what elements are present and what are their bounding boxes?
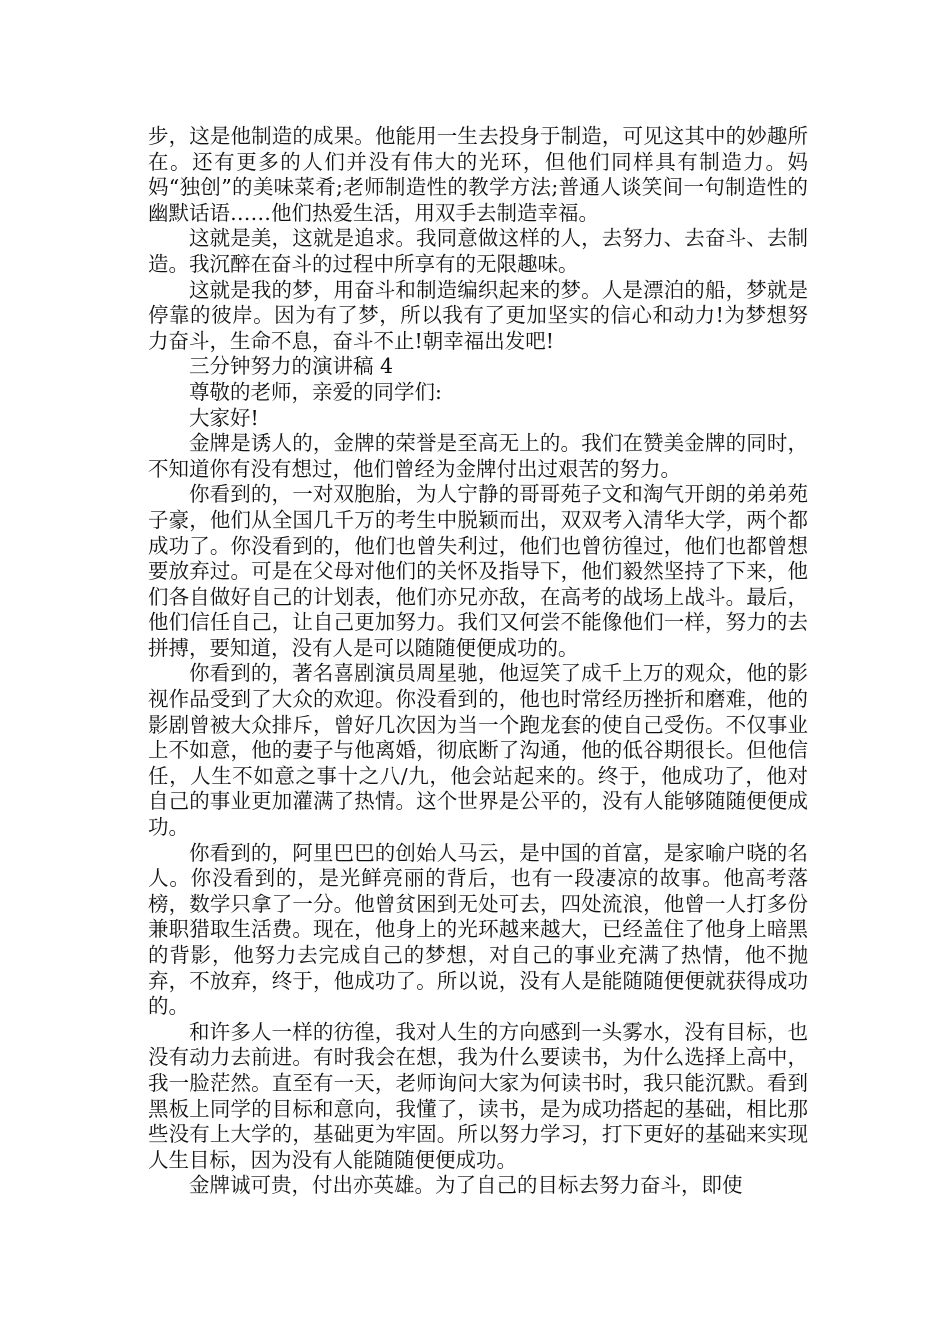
paragraph: 和许多人一样的彷徨，我对人生的方向感到一头雾水，没有目标，也没有动力去前进。有时我会在想，我为什么要读书，为什么选择上高中，我一脸茫然。直至有一天，老师询问大家为何读书时，我只能沉默。看到黑板上同学的目标和意向，我懂了，读书，是为成功搭起的基础，相比那些没有上大学的，基础更为牢固。所以努力学习，打下更好的基础来实现人生目标，因为没有人能随随便便成功。 <box>148 1019 808 1172</box>
section-heading: 三分钟努力的演讲稿 4 <box>189 354 394 379</box>
paragraph: 金牌诚可贵，付出亦英雄。为了自己的目标去努力奋斗，即使 <box>189 1173 743 1198</box>
paragraph: 你看到的，阿里巴巴的创始人马云，是中国的首富，是家喻户晓的名人。你没看到的，是光鲜亮丽的背后，也有一段凄凉的故事。他高考落榜，数学只拿了一分。他曾贫困到无处可去，四处流浪，他曾一人打多份兼职猎取生活费。现在，他身上的光环越来越大，已经盖住了他身上暗黑的背影，他努力去完成自己的梦想，对自己的事业充满了热情，他不抛弃，不放弃，终于，他成功了。所以说，没有人是能随随便便就获得成功的。 <box>148 840 808 1019</box>
paragraph: 步，这是他制造的成果。他能用一生去投身于制造，可见这其中的妙趣所在。还有更多的人们并没有伟大的光环，但他们同样具有制造力。妈妈“独创”的美味菜肴;老师制造性的教学方法;普通人谈笑间一句制造性的幽默话语……他们热爱生活，用双手去制造幸福。 <box>148 124 808 225</box>
paragraph: 这就是我的梦，用奋斗和制造编织起来的梦。人是漂泊的船，梦就是停靠的彼岸。因为有了梦，所以我有了更加坚实的信心和动力!为梦想努力奋斗，生命不息，奋斗不止!朝幸福出发吧! <box>148 277 808 353</box>
paragraph: 你看到的，一对双胞胎，为人宁静的哥哥苑子文和淘气开朗的弟弟苑子豪，他们从全国几千万的考生中脱颖而出，双双考入清华大学，两个都成功了。你没看到的，他们也曾失利过，他们也曾彷徨过，他们也都曾想要放弃过。可是在父母对他们的关怀及指导下，他们毅然坚持了下来，他们各自做好自己的计划表，他们亦兄亦敌，在高考的战场上战斗。最后，他们信任自己，让自己更加努力。我们又何尝不能像他们一样，努力的去拼搏，要知道，没有人是可以随随便便成功的。 <box>148 482 808 660</box>
greeting: 大家好! <box>189 405 259 430</box>
paragraph: 金牌是诱人的，金牌的荣誉是至高无上的。我们在赞美金牌的同时，不知道你有没有想过，他们曾经为金牌付出过艰苦的努力。 <box>148 431 808 481</box>
document-body <box>148 124 808 1199</box>
salutation: 尊敬的老师，亲爱的同学们: <box>189 379 442 404</box>
paragraph: 这就是美，这就是追求。我同意做这样的人，去努力、去奋斗、去制造。我沉醉在奋斗的过程中所享有的无限趣味。 <box>148 226 808 276</box>
paragraph: 你看到的，著名喜剧演员周星驰，他逗笑了成千上万的观众，他的影视作品受到了大众的欢迎。你没看到的，他也时常经历挫折和磨难，他的影剧曾被大众排斥，曾好几次因为当一个跑龙套的使自己受伤。不仅事业上不如意，他的妻子与他离婚，彻底断了沟通，他的低谷期很长。但他信任，人生不如意之事十之八/九，他会站起来的。终于，他成功了，他对自己的事业更加灌满了热情。这个世界是公平的，没有人能够随随便便成功。 <box>148 661 808 840</box>
